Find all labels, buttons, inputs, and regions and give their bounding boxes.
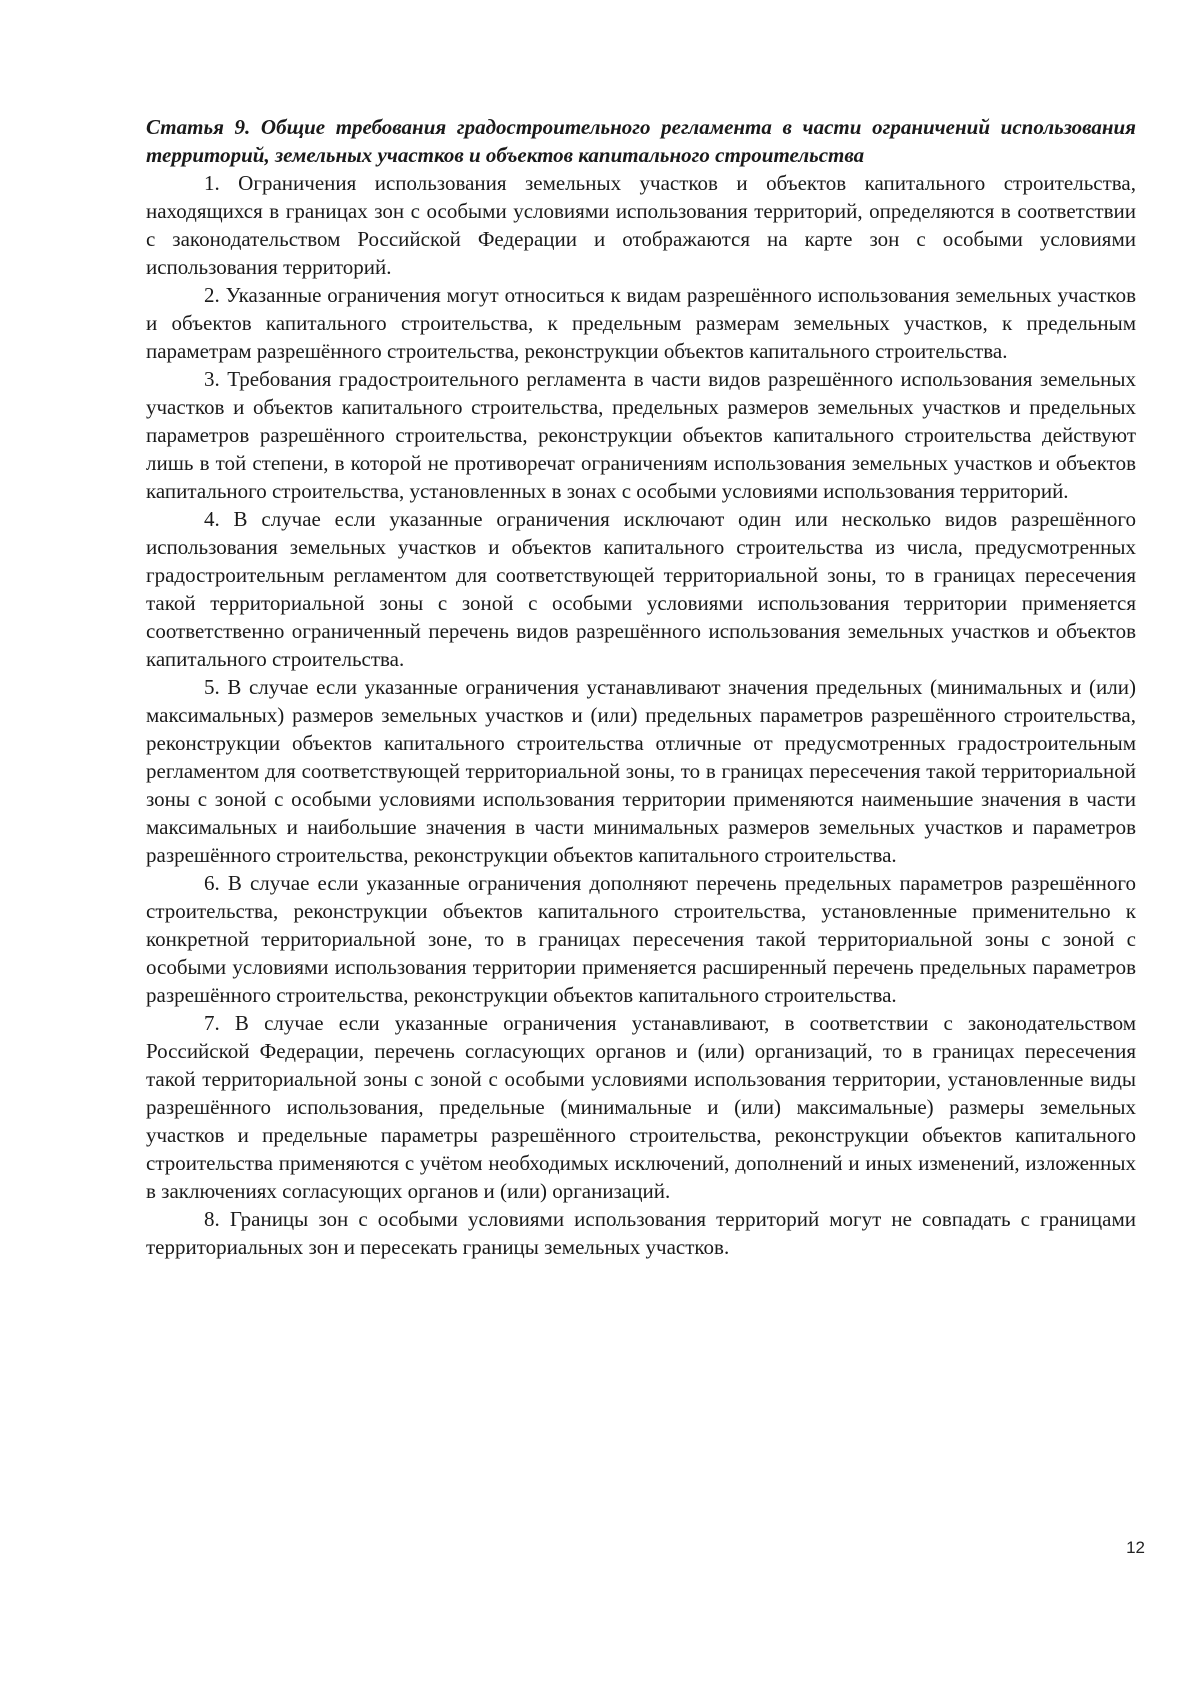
document-body xyxy=(146,113,1136,1261)
paragraph-5: 5. В случае если указанные ограничения устанавливают значения предельных (минимальных и (или) максимальных) размеров земельных участков и (или) предельных параметров разрешённого строительства, реконструкции объектов капитального строительства отличные от предусмотренных градостроительным регламентом для соответствующей территориальной зоны, то в границах пересечения такой территориальной зоны с зоной с особыми условиями использования территории применяются наименьшие значения в части максимальных и наибольшие значения в части минимальных размеров земельных участков и параметров разрешённого строительства, реконструкции объектов капитального строительства. xyxy=(146,675,1136,867)
paragraph-3: 3. Требования градостроительного регламента в части видов разрешённого использования земельных участков и объектов капитального строительства, предельных размеров земельных участков и предельных параметров разрешённого строительства, реконструкции объектов капитального строительства действуют лишь в той степени, в которой не противоречат ограничениям использования земельных участков и объектов капитального строительства, установленных в зонах с особыми условиями использования территорий. xyxy=(146,367,1136,503)
page-number: 12 xyxy=(1126,1538,1145,1557)
paragraph-6: 6. В случае если указанные ограничения дополняют перечень предельных параметров разрешённого строительства, реконструкции объектов капитального строительства, установленные применительно к конкретной территориальной зоне, то в границах пересечения такой территориальной зоны с зоной с особыми условиями использования территории применяется расширенный перечень предельных параметров разрешённого строительства, реконструкции объектов капитального строительства. xyxy=(146,871,1136,1007)
paragraph-7: 7. В случае если указанные ограничения устанавливают, в соответствии с законодательством Российской Федерации, перечень согласующих органов и (или) организаций, то в границах пересечения такой территориальной зоны с зоной с особыми условиями использования территории, установленные виды разрешённого использования, предельные (минимальные и (или) максимальные) размеры земельных участков и предельные параметры разрешённого строительства, реконструкции объектов капитального строительства применяются с учётом необходимых исключений, дополнений и иных изменений, изложенных в заключениях согласующих органов и (или) организаций. xyxy=(146,1011,1136,1203)
paragraph-1: 1. Ограничения использования земельных участков и объектов капитального строительства, находящихся в границах зон с особыми условиями использования территорий, определяются в соответствии с законодательством Российской Федерации и отображаются на карте зон с особыми условиями использования территорий. xyxy=(146,171,1136,279)
paragraph-2: 2. Указанные ограничения могут относиться к видам разрешённого использования земельных участков и объектов капитального строительства, к предельным размерам земельных участков, к предельным параметрам разрешённого строительства, реконструкции объектов капитального строительства. xyxy=(146,283,1136,363)
paragraph-4: 4. В случае если указанные ограничения исключают один или несколько видов разрешённого использования земельных участков и объектов капитального строительства из числа, предусмотренных градостроительным регламентом для соответствующей территориальной зоны, то в границах пересечения такой территориальной зоны с зоной с особыми условиями использования территории применяется соответственно ограниченный перечень видов разрешённого использования земельных участков и объектов капитального строительства. xyxy=(146,507,1136,671)
paragraph-8: 8. Границы зон с особыми условиями использования территорий могут не совпадать с границами территориальных зон и пересекать границы земельных участков. xyxy=(146,1207,1136,1259)
article-title: Статья 9. Общие требования градостроительного регламента в части ограничений использования территорий, земельных участков и объектов капитального строительства xyxy=(146,115,1136,167)
